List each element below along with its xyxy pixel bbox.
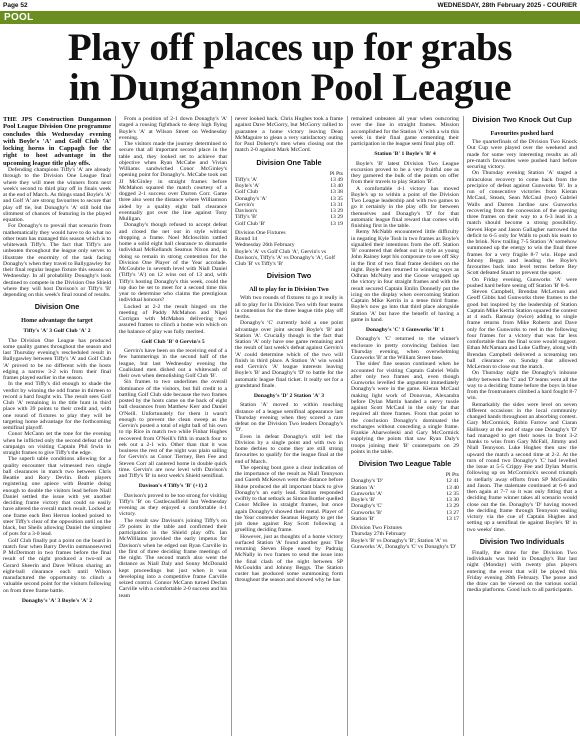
paragraph: The opening bout gave a clear indication of the importance of the result as Niall Tennyson and Gareth McKeown went the distance before Hulse produced the all important black to give Donaghy's an early lead. Station responded swiftly to that setback as Simon Buttler quelled Conor McBee in straight frames, but once again Donaghy's showed their metal. Player of the Year contender Seamus Hegarty to get the job done against Ray Scott following a gruelling deciding frame. bbox=[235, 464, 343, 534]
table-row bbox=[351, 516, 459, 522]
column-4 bbox=[351, 116, 459, 736]
table-header: Pl Pts bbox=[445, 472, 459, 478]
article-lead: THE JPS Construction Dungannon Pool League Division One programme concludes this Wednesday evening with Boyle's 'A' and Golf Club 'A' locking horns in Cappagh for the right to host advantage in the upcoming league title play offs. bbox=[3, 116, 111, 167]
paragraph: Station 'A' moved to within touching distance of a league semifinal appearance last Thursday evening when they scored a rare defeat on the Division Two leaders Donaghy's 'D'. bbox=[235, 402, 343, 434]
team-name: Gunworks 'A' bbox=[351, 490, 383, 497]
team-points: 13 29 bbox=[330, 214, 343, 221]
team-name: Gunworks 'B' bbox=[351, 509, 382, 516]
masthead bbox=[0, 0, 580, 10]
paragraph: Even in defeat Donaghy's still led the Division by a single point and with two in home derbies to come they are still strong favourites to qualify for the league final at the end of March. bbox=[235, 433, 343, 465]
paragraph: Conor McCann set the tone for the evening when he inflicted only the second defeat of the campaign on visiting Captain Phil Irwin in straight frames to give Tiffy's the edge. bbox=[3, 431, 111, 457]
paragraph: The visitors made the journey determined to secure that all important second place in the table and, they looked set to achieve that objective when Ryan McCabe and Vivian Williams sandwiched Conor McGinley's opening point for Donaghy's. McCabe took out JJ McGinley in straight frames before McMahon squared the match courtesy of a dogged 2-1 success over Darren Corr. Game three also went the distance where Williamson aided by a quality eight ball clearance eventually got over the line against Tony Mulligan. bbox=[119, 141, 227, 222]
team-points: 13 31 bbox=[330, 201, 343, 208]
section-banner: POOL bbox=[0, 11, 580, 24]
result-heading: Donaghy's 'A' 3 Boyle's 'A' 2 bbox=[21, 597, 93, 604]
table-title: Division Two League Table bbox=[358, 459, 452, 468]
subhead: Division Two Knock Out Cup bbox=[472, 116, 572, 124]
column-2 bbox=[119, 116, 227, 736]
paragraph: From a position of 2-1 down Donaghy's 'A' staged a rousing fightback to deny high flying Boyle's 'A' at Wilson Street on Wednesday evening. bbox=[119, 116, 227, 141]
paragraph: The sides' fine season continued when he accounted for visiting Captain Gabriel Walls after only two frames and, even though Gunworks levelled the argument immediately Donaghy's were in the game. Kieran McCaul making light work of Donovan, Alexandra before Dylan Martin handed a nervy tussle against Scott McCaul in the only far that required all three frames. From that point to the conclusion Donaghy's dominated the exchanges without conceding a single frame. Frankie Aharwoleski and Gary McCormick supplying the points that saw Ryan Daly's troops joining their 'B' counterparts on 29 points in the table. bbox=[351, 361, 459, 455]
paragraph: Steven Campbell, Brendan McLernon and Geoff Gibbs had Gunworks three frames to the good but inspired by the leadership of Station Captain Mike Kerrin Station squared the contest at 4 each. Ramsay (twice) adding to single frame returns from Mike Roberts and Dave only for the Gunworks to reel in the following four frames for a victory that was far less comfortable than the final score would suggest. Ethan McNamara and Luke Gaffney, along with Brendan Campbell delivered a screaming ten ball clearance on Sunday that allowed McLernon to close out the match. bbox=[467, 289, 577, 370]
paragraph: A comfortable 4-1 victory has moved Boyle's up to within a point of the Division Two League leadership and with two games to go it certainly in the play offs for between themselves and Donaghy's 'D' for that automatic league final reward that comes with finishing first in the table. bbox=[351, 185, 459, 229]
team-name: Golf Club bbox=[235, 189, 258, 196]
paragraph: On Thursday night the Donaghy's inhouse derby between the 'C' and 'D' teams went all the way to a deciding frame before the boys in blue from the frontrunners climbed a hard fought 8-7 win. bbox=[467, 370, 577, 402]
page-number: Page 52 bbox=[3, 1, 28, 9]
team-name: Davison's bbox=[235, 208, 258, 214]
headline-line-2: in Dungannon Pool League bbox=[68, 66, 512, 109]
team-points: 13 29 bbox=[330, 208, 343, 214]
team-points: 13 40 bbox=[446, 484, 459, 491]
team-name: Donaghy's 'D' bbox=[351, 478, 383, 485]
column-divider bbox=[347, 116, 348, 736]
team-name: Station 'B' bbox=[351, 515, 375, 522]
paragraph: In the end Tiffy's did enough to shade the verdict by winning the odd frame in thirteen to record a hard fought win. The result sees Golf Club 'A' remaining in the title hunt in third place with 39 points to their credit and, with one round of fixtures to play they will be targeting home advantage for the forthcoming semifinal playoff. bbox=[3, 381, 111, 432]
paragraph: Six frames to two underlines the overall dominance of the visitors, but full credit to a battling Golf Club side because the two frames posted by the hosts came on the back of eight ball clearances from Matthew Kerr and Daniel O'Neill. Unfortunately for them it wasn't enough to prevent the clean sweep as the Gervin's posted a total of eight ball of his own to rip Rice in match two while Finbar Hughes recovered from O'Neill's fifth in match four to eek out a 2-1 win. Other than that it was business the rest of the night was plain sailing for Gervin's as Conor Tierney, Ben Fee and Steven Corr all cantered home in double quick time. Gervin's are now level with Davison's and Tiffy's 'B' in next week's Shield semifinal. bbox=[119, 379, 227, 479]
team-name: Station 'A' bbox=[351, 484, 375, 491]
table-title: Division One Table bbox=[256, 157, 322, 167]
team-points: 12 41 bbox=[446, 478, 459, 485]
fixtures-list: Division Two Fixtures Thursday 27th February Boyle's 'B' vs Donaghy's 'B'; Station 'A' vs Gunworks 'A', Donaghy's 'C' vs Donaghy's 'D' bbox=[351, 525, 457, 550]
team-points: 13 30 bbox=[446, 497, 459, 503]
result-heading: Donaghy's 'C' 1 Gunworks 'B' 1 bbox=[365, 327, 445, 333]
team-points: 13 40 bbox=[330, 183, 343, 189]
issue-date: WEDNESDAY, 28th February 2025 - COURIER bbox=[437, 1, 577, 9]
paragraph: Locked at 2-2 the result hinged on the meeting of Paddy McMahon and Nigel Corrigan with McMahon delivering two assured frames to clinch a home win which on the balance of play was fully merited. bbox=[119, 303, 227, 335]
team-name: Tiffy's 'A' bbox=[235, 176, 258, 183]
subhead: Division One bbox=[34, 302, 80, 312]
column-divider bbox=[231, 116, 232, 736]
team-name: Boyle's 'A' bbox=[235, 183, 260, 189]
team-name: Gervin's bbox=[235, 201, 255, 208]
paragraph: Defending champions Tiffy's 'A' are already through to the Division One League final where they will meet the winners from next week's second to third play off in finals week at the end of March. As things stand Boyle's 'A' and Golf 'A' are strong favourites to secure that play off tie, but Donaghy's 'A' still hold the slimmest of chances of featuring in the played equation. bbox=[3, 167, 111, 224]
paragraph: For Donaghy's to prevail that scenario from mathematically they would have to do what no other team has managed this season which is to whitewash Tiffy's. The fact that Tiffy's are unbeaten throughout the league only serves to illustrate the enormity of the task facing Donaghy's when they travel to Ballygawley for their final regular league fixture this season on Wednesday. In all probability Donaghy's look destined to compete in the Division One Shield where they will host Davison's or Tiffy's 'B' depending on this week's final round of results. bbox=[3, 223, 111, 299]
paragraph: Donaghy's 'C' currently hold a one point advantage over joint second Boyle's 'B' and Station 'A'. Crucially though is the fact that Station 'A' only have one game remaining and the result of last week's defeat against Gervin's 'A' could determine which of the two will finish in third place. A Station 'A' win would end Gervin's 'A' league interests leaving Boyle's 'B' and Donaghy's 'D' to battle for the automatic league final ticket. It really set for a grandstand finale. bbox=[235, 320, 343, 389]
team-points: 13 49 bbox=[330, 176, 343, 183]
paragraph: Boyle's 'B' latest Division Two League excursion proved to be a very fruitful one as they garnered the bulk of the points on offer from their travels to play Station 'B'. bbox=[351, 160, 459, 186]
fixtures-list: Division One Fixtures Round 14 Wednesday 26th February Boyle's 'A' vs Golf Club 'A', Gervin's vs Davison's, Tiffy's 'A' vs Donaghy's 'A', Golf Club 'B' vs Tiffy's 'B' bbox=[235, 229, 335, 267]
column-3 bbox=[235, 116, 343, 736]
team-name: Golf Club 'B' bbox=[235, 220, 266, 227]
team-name: Donaghy's 'A' bbox=[235, 195, 267, 202]
table-header: Pl Pts bbox=[329, 170, 343, 177]
paragraph: Remy McNabb encountered little difficulty in negating Kyle Tosh in two frames as Boyle's signalled their intentions from the off. Station 'B' countered that defeat out in style as young John Rainey kept his composure to see off Sky in the first of two final frame deciders on the night. Boyle then returned to winning ways as Odhran McNulty and the Goose wrapped up the victory in four straight frames and with the result secured Captain Emlin Donnelly put the icing on the display when overcoming Station Captain Mike Kerrin in a tense third frame. Boyle's now go into that third place alongside Station 'A' but have the benefit of having a game in hand. bbox=[351, 229, 459, 323]
paragraph: However, just as thoughts of a home victory surfaced Station 'A' found another gear. The returning Steven Hope eased by Padraig McNally in two frames to send the issue into the final clash of the night between SP McGouldin and Johnny Beggs. The Station custer has produced some summoning form throughout the season and showed why he has bbox=[235, 533, 343, 584]
result-heading: Station 'B' 1 Boyle's 'B' 4 bbox=[374, 151, 436, 158]
paragraph: The result saw Davison's joining Tiffy's on 29 points in the table and confirmed their participation in the Shield play offs. Ian McWilliams provided the early impetus for Davison's when he edged out Ryan Carville in the first of three deciding frame meetings of the night. The second match also went the distance as Niall Daly and Sonny McDonald kept proceedings but just when it was developing into a competitive frame Carville seized control. Connor McCann turned Declan Carville with a comfortable 2-0 success and his team bbox=[119, 517, 227, 599]
paragraph: With two rounds of fixtures to go it really is all to play for in Division Two with four teams in contention for the three league title play off berths. bbox=[235, 295, 343, 320]
paragraph: On Friday evening, Gunworks 'A' were pushed hard before seeing off Station 'B' 8-6. bbox=[467, 276, 577, 289]
subhead: Home advantage the target bbox=[21, 317, 93, 325]
paragraph: The quarterfinals of the Division Two Knock Out Cup were played over the weekend and made for some very interesting results as all pre-match favourites were pushed hard before securing victory. bbox=[467, 139, 577, 170]
team-points: 13 38 bbox=[330, 189, 343, 196]
result-heading: Donaghy's 'D' 2 Station 'A' 3 bbox=[253, 393, 325, 399]
headline bbox=[0, 28, 580, 108]
team-points: 13 17 bbox=[446, 515, 459, 522]
paragraph: Remarkably the sides were level on seven different occasions in the local community changed hands throughout an absorbing contest. Gary McCormick, Robin Farrow and Ciaran Hallissey at the end of stage one Donaghy's 'D' had managed to get their noses in front 3-2 thanks to wins from Gary McFall, Jimmy and Niall Tennyson. Luke Hughes then saw the upward the match a second time at 2-2. At the turn of round two Donaghy's 'C' had levelled the issue at 5-5 Crippy Fee and Dylan Morris following up on McCormick's second triumph to stellarly away efforts from SP McGouldin and Jason. The stalemate continued at 6-6 and then again at 7-7 so it was only fitting that a deciding frame winner takes all scenario would close out the tie. Donaghy's 'D' having moved the deciding frame through Tennyson sealing victory via the cue of Captain Hughes and setting up a semifinal tie against Boyle's 'B' in two weeks' time. bbox=[467, 401, 577, 533]
team-name: Boyle's 'B' bbox=[351, 497, 376, 503]
paragraph: Golf Club finally put a point on the board in match four when Barry Devlin outmanoeuvred P McDermott in two frames before the final result of the night produced a two-nil as Gerard Sheerin and Dave Wilson sharing an eight-ball clearance each until Wilson manufactured the opportunity to clinch a valuable second point for the visitors following on from three frame battle. bbox=[3, 537, 111, 594]
headline-line-1: Play off places up for grabs bbox=[67, 26, 513, 69]
column-divider bbox=[463, 116, 464, 736]
paragraph: Donaghy's though refused to accept defeat and closed the net out in style without dropping a frame. Noel McIoscibin rattled home a solid eight ball clearance to dismantle individual McKellands Seamus Nixon and, in doing so remain in strong contention for the Division One Player of the Year accolade. McCoubrie in seventh level with Niall Daniel (Tiffy's 'A') on 12 wins out of 13 and, with Tiffy's hosting Donaghy's this week, could the top duo be set to meet for a second time this year to determine who claims the prestigious individual honours? bbox=[119, 222, 227, 304]
subhead: Division Two bbox=[266, 271, 312, 281]
paragraph: The Division One League has produced some quality games throughout the season and last Thursday evening's rescheduled result in Ballygawley between Tiffy's 'A' and Golf Club 'A' proved to be no different with the hosts edging a narrow 3-2 win from their final frames played earlier in the season. bbox=[3, 337, 111, 382]
paragraph: Finally, the draw for the Division Two individuals was held in Donaghy's Bar last night (Monday) with twenty plus players entering the event that will be played this Friday evening 28th February. The posse and the draw can be viewed on the various social media platforms. Good luck to all participants. bbox=[467, 549, 577, 594]
team-name: Donaghy's 'C' bbox=[351, 503, 383, 510]
paragraph: The superb table conditions allowing for a quality encounter that witnessed two single ball clearances in match two between Chris Beattie and Rory Devlin. Both players registering one apiece with Beattie doing enough to double the visitors lead before Niall Daniel settled the issue with yet another deciding frame victory that could so easily have altered the overall match result. Locked at one frame each Ben Herron looked poised to steer Tiffy's clear of the opposition until on the black, but Sheils allowing Daniel the simplest of pots for a 3-0 lead. bbox=[3, 456, 111, 538]
team-points: 13 19 bbox=[330, 220, 343, 227]
subhead: Favourites pushed hard bbox=[490, 130, 554, 137]
result-heading: Tiffy's 'A' 3 Golf Club 'A' 2 bbox=[23, 328, 91, 335]
subhead: All to play for in Division Two bbox=[249, 286, 329, 294]
paragraph: remained unbeaten all year when outscoring over the line in straight frames. Mission accomplished for the Station 'A' with a win this week in their final game cementing their participation in the league semi final play off. bbox=[351, 116, 459, 147]
result-heading: Golf Club 'B' 0 Gervin's 5 bbox=[141, 338, 205, 345]
column-5 bbox=[467, 116, 577, 736]
table-row bbox=[235, 221, 343, 227]
team-points: 13 27 bbox=[446, 509, 459, 516]
team-points: 13 29 bbox=[446, 503, 459, 510]
article-columns bbox=[3, 116, 577, 736]
subhead: Division Two Individuals bbox=[479, 536, 565, 546]
team-name: Tiffy's 'B' bbox=[235, 214, 257, 221]
column-divider bbox=[115, 116, 116, 736]
column-1 bbox=[3, 116, 111, 736]
paragraph: On Thursday evening Station 'A' staged a miraculous recovery to come back from the precipice of defeat against Gunworks 'B'. In a run of consecutive victories from Kieran McCaul, Steam, Sean McCaul (two) Gabriel Walls and Darren Jardine saw Gunworks recovering from the concession of the opening three frames on their way to a 6-3 lead in a match should become a strong possibility. Steven Hope and Jason Gallagher narrowed the deficit to 6-5 only for Walls to push his team to the brink. Now trailing 7-5 Station 'A' somehow summoned up the energy to win the final three frames for a very fragile 8-7 win. Hope and Johnny Beggs and leading the Boyle's favourites back into level terms before Rey Scott defeated Stuart to prevent the upset. bbox=[467, 170, 577, 277]
division-one-table bbox=[235, 171, 343, 227]
paragraph: Donaghy's 'C' returned to the winner's enclosure in pretty convincing fashion last Thursday evening, when overwhelming Gunworks 'B' at the William Street base. bbox=[351, 336, 459, 361]
paragraph: never looked back. Chris Hughes took a frame against Dave McGorry, but McGorry rallied to guarantee a home victory leaving Dean McMaguire to glean a very satisfactory outing for Paul Doherty's men when closing out the match 2-0 against Mark McCord. bbox=[235, 116, 343, 154]
team-points: 13 35 bbox=[330, 195, 343, 202]
team-points: 12 35 bbox=[446, 490, 459, 497]
paragraph: Davison's proved to be too strong for visiting Tiffy's 'B' on Castlecaulfield last Wednesday evening as they enjoyed a comfortable 4-1 victory. bbox=[119, 492, 227, 518]
paragraph: Gervin's have been on the receiving end of a few hammerings in the second half of the league, but last Wednesday evening the Coalisland men dished out a whitewash of their own when demolishing Golf Club 'B'. bbox=[119, 348, 227, 379]
division-two-table bbox=[351, 472, 459, 522]
result-heading: Davison's 4 Tiffy's 'B' (+1) 2 bbox=[138, 483, 208, 490]
